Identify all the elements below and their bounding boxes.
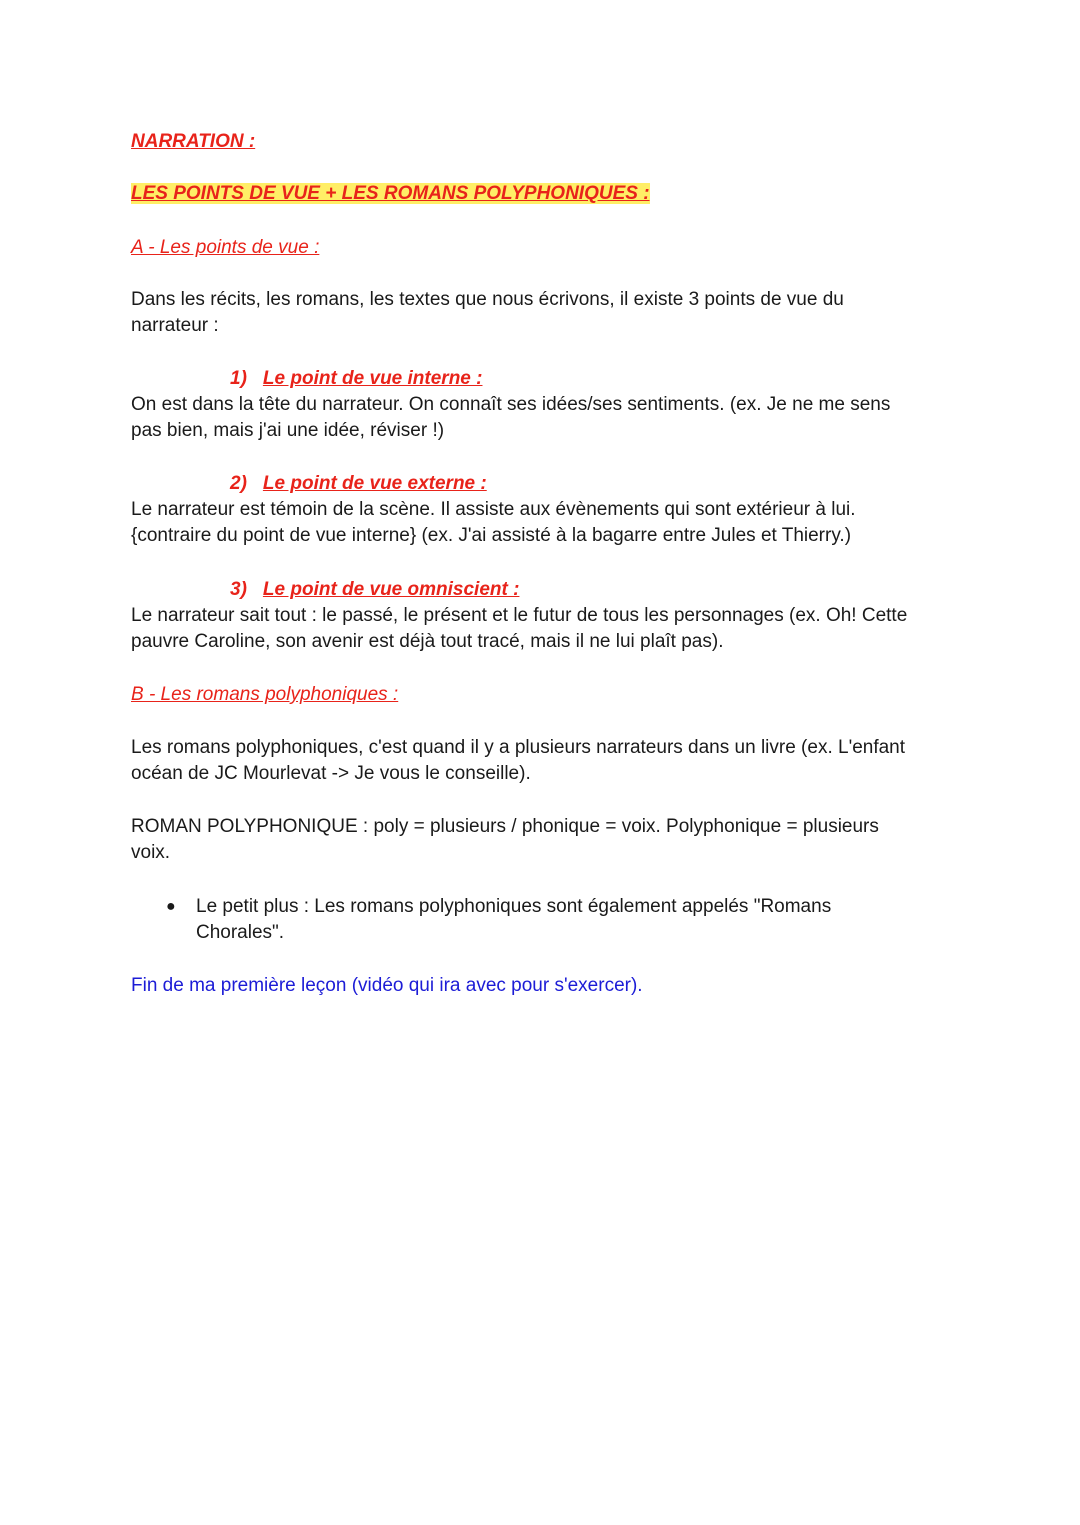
- point-2-number: 2): [230, 473, 247, 494]
- point-3-text-line-1: Le narrateur sait tout : le passé, le présent et le futur de tous les personnages (ex. Oh! Cette: [131, 605, 908, 626]
- point-3-title: Le point de vue omniscient :: [262, 579, 520, 600]
- section-b-paragraph-1-line-1: Les romans polyphoniques, c'est quand il y a plusieurs narrateurs dans un livre (ex. L'enfant: [131, 737, 906, 758]
- point-3-text-line-2: pauvre Caroline, son avenir est déjà tout tracé, mais il ne lui plaît pas).: [131, 631, 724, 652]
- section-b-paragraph-1-line-2: océan de JC Mourlevat -> Je vous le conseille).: [131, 763, 531, 784]
- point-1-number: 1): [230, 368, 247, 389]
- point-2-text-line-2: {contraire du point de vue interne} (ex. J'ai assisté à la bagarre entre Jules et Thierry.): [131, 525, 852, 546]
- section-b-heading: B - Les romans polyphoniques :: [131, 684, 399, 705]
- point-2-title: Le point de vue externe :: [262, 473, 487, 494]
- point-3-heading: [230, 577, 519, 603]
- bullet-dot-icon: ●: [166, 898, 176, 915]
- subtitle-highlight: LES POINTS DE VUE + LES ROMANS POLYPHONIQUES :: [131, 183, 650, 204]
- section-a-heading: A - Les points de vue :: [131, 237, 320, 258]
- point-1-text-line-1: On est dans la tête du narrateur. On connaît ses idées/ses sentiments. (ex. Je ne me sens: [131, 394, 891, 415]
- point-2-heading: [230, 471, 487, 497]
- section-a-intro-line-1: Dans les récits, les romans, les textes que nous écrivons, il existe 3 points de vue du: [131, 289, 844, 310]
- point-1-text-line-2: pas bien, mais j'ai une idée, réviser !): [131, 420, 445, 441]
- point-2-text-line-1: Le narrateur est témoin de la scène. Il assiste aux évènements qui sont extérieur à lui.: [131, 499, 856, 520]
- section-a-intro-line-2: narrateur :: [131, 315, 219, 336]
- bullet-text-line-2: Chorales".: [196, 922, 285, 943]
- point-3-number: 3): [230, 579, 247, 600]
- document-title: NARRATION :: [131, 131, 256, 152]
- section-b-paragraph-2-line-2: voix.: [131, 842, 171, 863]
- point-1-title: Le point de vue interne :: [262, 368, 483, 389]
- document-subtitle: [131, 181, 650, 207]
- point-1-heading: [230, 366, 482, 392]
- closing-note: Fin de ma première leçon (vidéo qui ira avec pour s'exercer).: [131, 975, 643, 996]
- bullet-text-line-1: Le petit plus : Les romans polyphoniques sont également appelés "Romans: [196, 896, 832, 917]
- section-b-paragraph-2-line-1: ROMAN POLYPHONIQUE : poly = plusieurs / phonique = voix. Polyphonique = plusieurs: [131, 816, 879, 837]
